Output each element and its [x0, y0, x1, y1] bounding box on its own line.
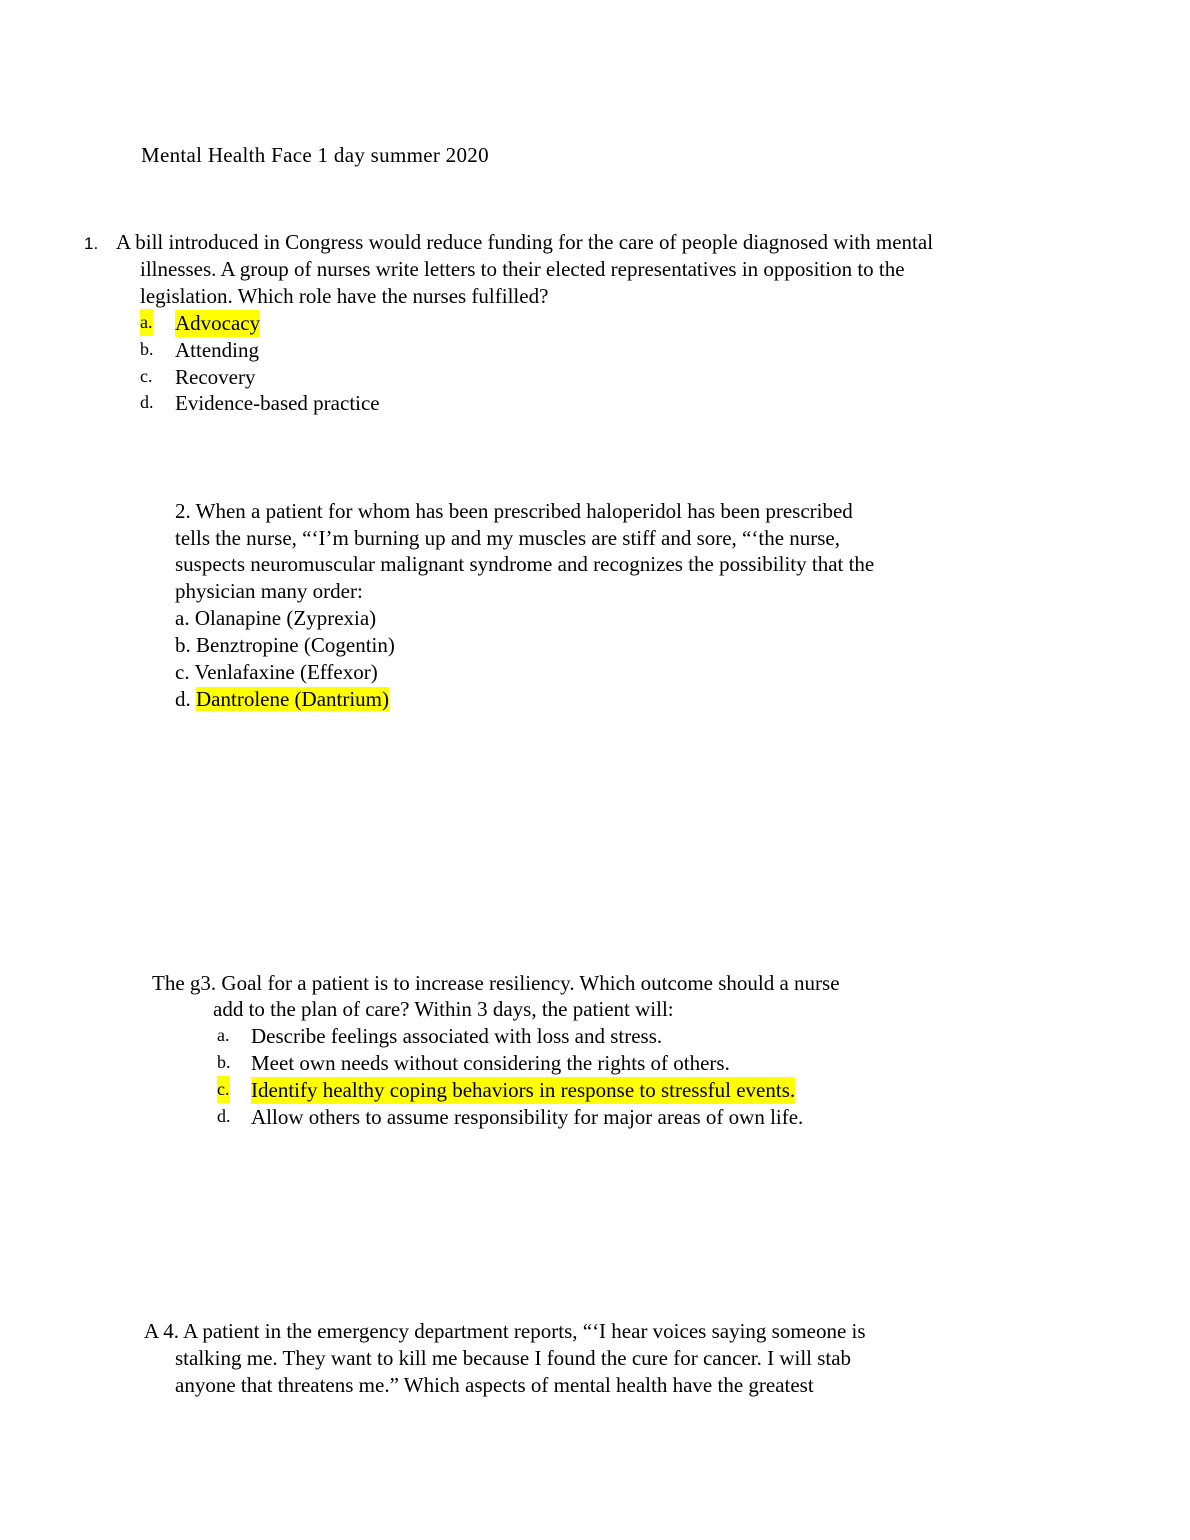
question-stem-line: A 4. A patient in the emergency department reports, “‘I hear voices saying someone is — [144, 1319, 866, 1343]
option-text: Olanapine (Zyprexia) — [194, 606, 377, 630]
option-label: d. — [217, 1106, 231, 1126]
option-label: a. — [175, 606, 190, 630]
option-text: Recovery — [175, 365, 256, 389]
option-text-answer: Dantrolene (Dantrium) — [196, 687, 390, 711]
option-label: c. — [175, 660, 190, 684]
question-number: 1. — [84, 234, 99, 253]
option-label: a. — [140, 309, 153, 336]
option-text: Describe feelings associated with loss and stress. — [251, 1024, 663, 1048]
option-text: Benztropine (Cogentin) — [196, 633, 395, 657]
option-label: a. — [217, 1025, 230, 1045]
question-stem-line: suspects neuromuscular malignant syndrome and recognizes the possibility that the — [175, 552, 875, 576]
question-stem-line: The g3. Goal for a patient is to increase resiliency. Which outcome should a nurse — [152, 971, 840, 995]
option-label: c. — [217, 1076, 230, 1103]
option — [175, 686, 389, 713]
option-label: d. — [175, 687, 191, 711]
option-text: Attending — [175, 338, 259, 362]
option — [175, 632, 395, 659]
question-stem-line: stalking me. They want to kill me because I found the cure for cancer. I will stab — [175, 1346, 852, 1370]
option-label: b. — [140, 339, 154, 359]
question-stem-line: physician many order: — [175, 579, 363, 603]
question-stem-line: 2. When a patient for whom has been prescribed haloperidol has been prescribed — [175, 499, 853, 523]
option-text: Evidence-based practice — [175, 391, 380, 415]
document-title: Mental Health Face 1 day summer 2020 — [141, 143, 489, 167]
option — [175, 605, 376, 632]
option-text: Venlafaxine (Effexor) — [194, 660, 378, 684]
question-stem-line: anyone that threatens me.” Which aspects of mental health have the greatest — [175, 1373, 814, 1397]
question-stem-line: legislation. Which role have the nurses fulfilled? — [140, 284, 549, 308]
option-text-answer: Identify healthy coping behaviors in response to stressful events. — [251, 1078, 796, 1102]
option-text: Allow others to assume responsibility for major areas of own life. — [251, 1105, 804, 1129]
option-label: b. — [175, 633, 191, 657]
option-label: d. — [140, 392, 154, 412]
option-text: Meet own needs without considering the rights of others. — [251, 1051, 730, 1075]
option — [175, 659, 378, 686]
option-text-answer: Advocacy — [175, 311, 261, 335]
option-label: c. — [140, 366, 153, 386]
question-stem-line: illnesses. A group of nurses write letters to their elected representatives in opposition to the — [140, 257, 905, 281]
question-stem-line: tells the nurse, “‘I’m burning up and my muscles are stiff and sore, “‘the nurse, — [175, 526, 841, 550]
question-stem-line: add to the plan of care? Within 3 days, the patient will: — [213, 997, 674, 1021]
option-label: b. — [217, 1052, 231, 1072]
question-stem-line: A bill introduced in Congress would reduce funding for the care of people diagnosed with mental — [116, 230, 934, 254]
